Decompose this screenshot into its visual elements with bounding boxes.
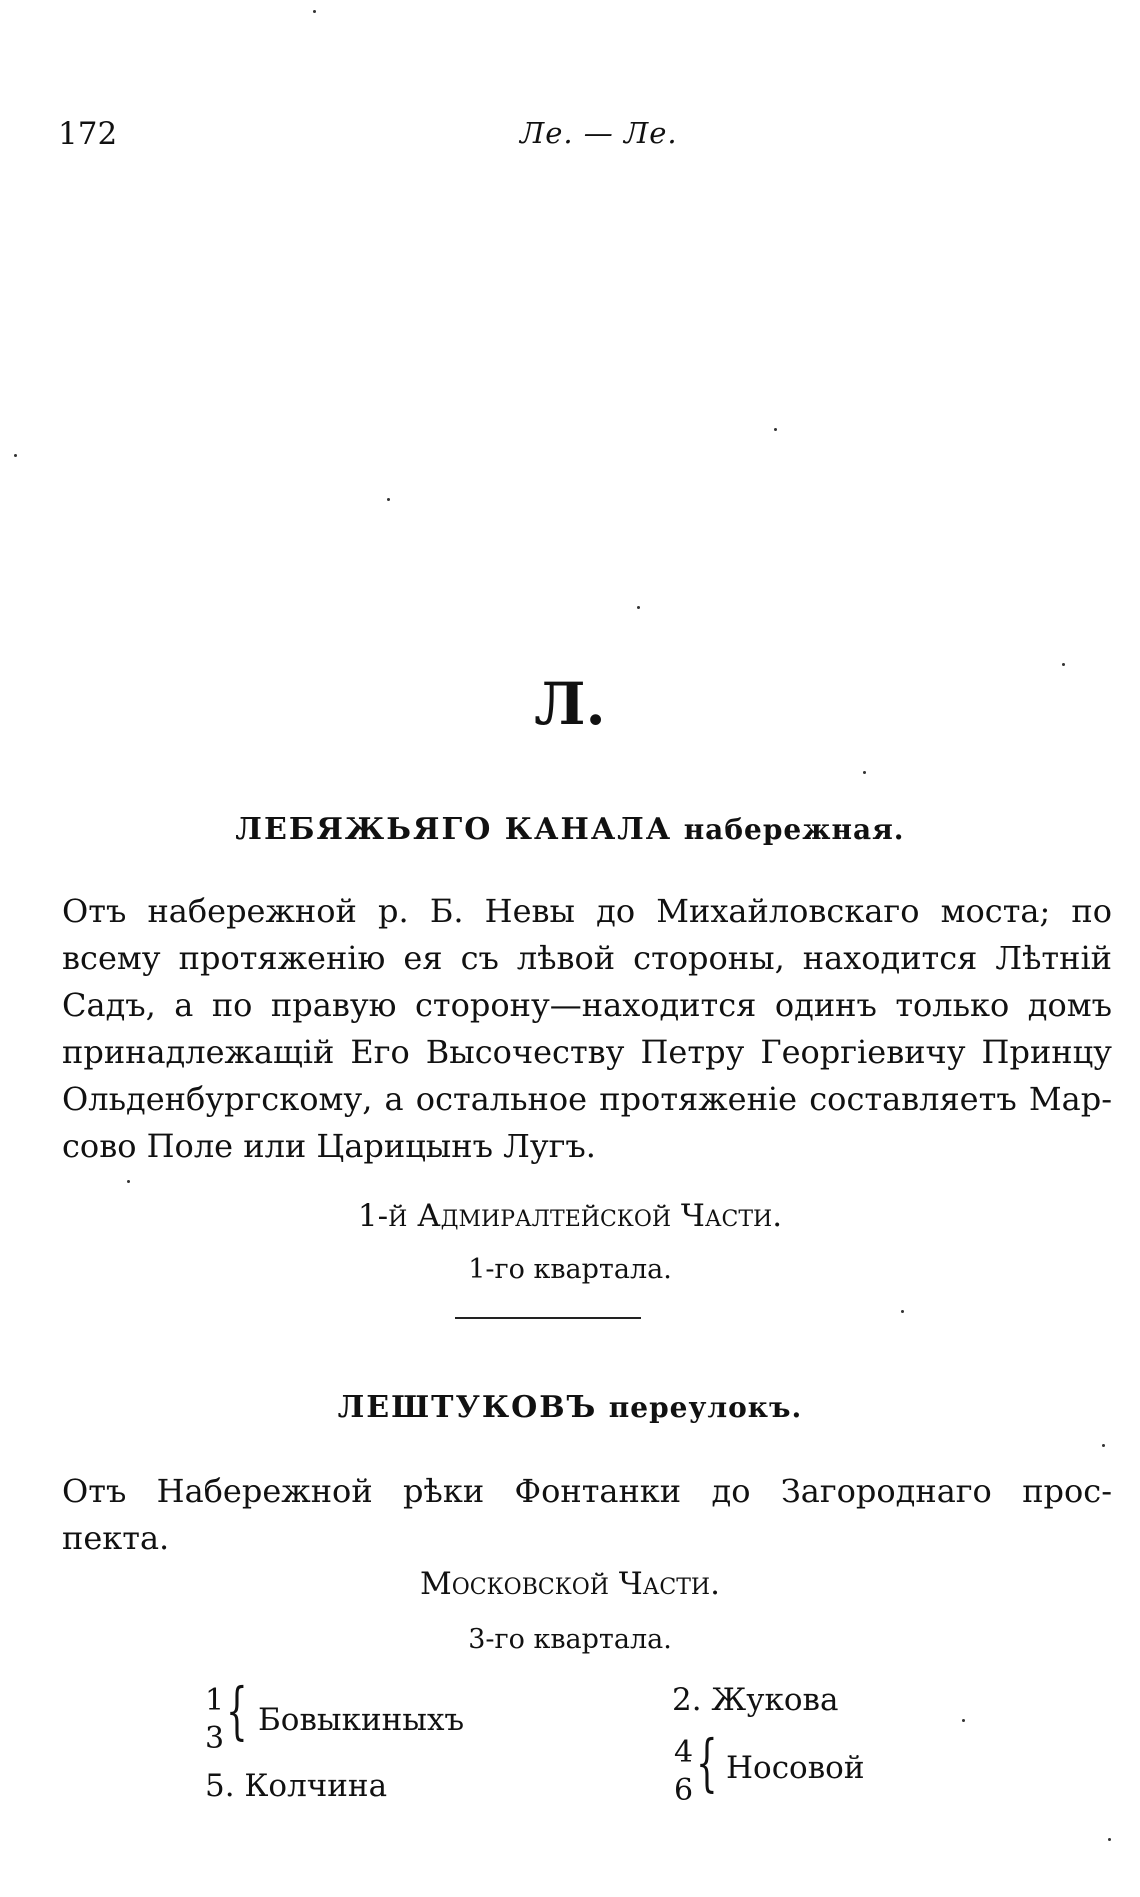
description-line: пекта. (62, 1519, 170, 1557)
description-line: Садъ, а по правую сторону—находится одинъ только домъ (62, 986, 1112, 1024)
entry-heading-name: ЛЕБЯЖЬЯГО КАНАЛА (235, 812, 673, 847)
house-entry: 2. Жукова (672, 1682, 839, 1718)
city-part: 1-й Адмиралтейской Части. (357, 1198, 783, 1234)
house-number: 4 (674, 1735, 694, 1770)
house-owner: Носовой (726, 1750, 865, 1786)
section-divider (455, 1317, 641, 1319)
entry-heading-type: набережная. (683, 813, 905, 846)
grouping-brace: { (226, 1674, 248, 1747)
house-number: 1 (205, 1683, 225, 1718)
house-number: 3 (205, 1721, 225, 1756)
entry-description (62, 1468, 1112, 1562)
description-line: всему протяженію ея съ лѣвой стороны, находится Лѣтній (62, 939, 1112, 977)
running-head: Ле. — Ле. (520, 116, 678, 150)
house-entry: 5. Колчина (205, 1768, 388, 1804)
description-line: сово Поле или Царицынъ Лугъ. (62, 1127, 596, 1165)
quarter: 1-го квартала. (468, 1254, 672, 1285)
description-line: Отъ набережной р. Б. Невы до Михайловскаго моста; по (62, 892, 1112, 930)
city-part: Московской Части. (420, 1566, 720, 1602)
section-letter: Л. (534, 670, 606, 738)
description-line: Ольденбургскому, а остальное протяженіе составляетъ Мар- (62, 1080, 1112, 1118)
house-number: 6 (674, 1773, 694, 1808)
entry-heading-type: переулокъ. (608, 1391, 803, 1424)
entry-heading (0, 1390, 1140, 1425)
entry-heading (0, 812, 1140, 847)
description-line: Отъ Набережной рѣки Фонтанки до Загороднаго прос- (62, 1472, 1112, 1510)
description-line: принадлежащій Его Высочеству Петру Георгіевичу Принцу (62, 1033, 1112, 1071)
grouping-brace: { (696, 1726, 718, 1799)
entry-heading-name: ЛЕШТУКОВЪ (337, 1390, 598, 1425)
page-number: 172 (58, 116, 118, 152)
quarter: 3-го квартала. (468, 1624, 672, 1655)
entry-description (62, 888, 1112, 1170)
house-owner: Бовыкиныхъ (258, 1702, 465, 1738)
